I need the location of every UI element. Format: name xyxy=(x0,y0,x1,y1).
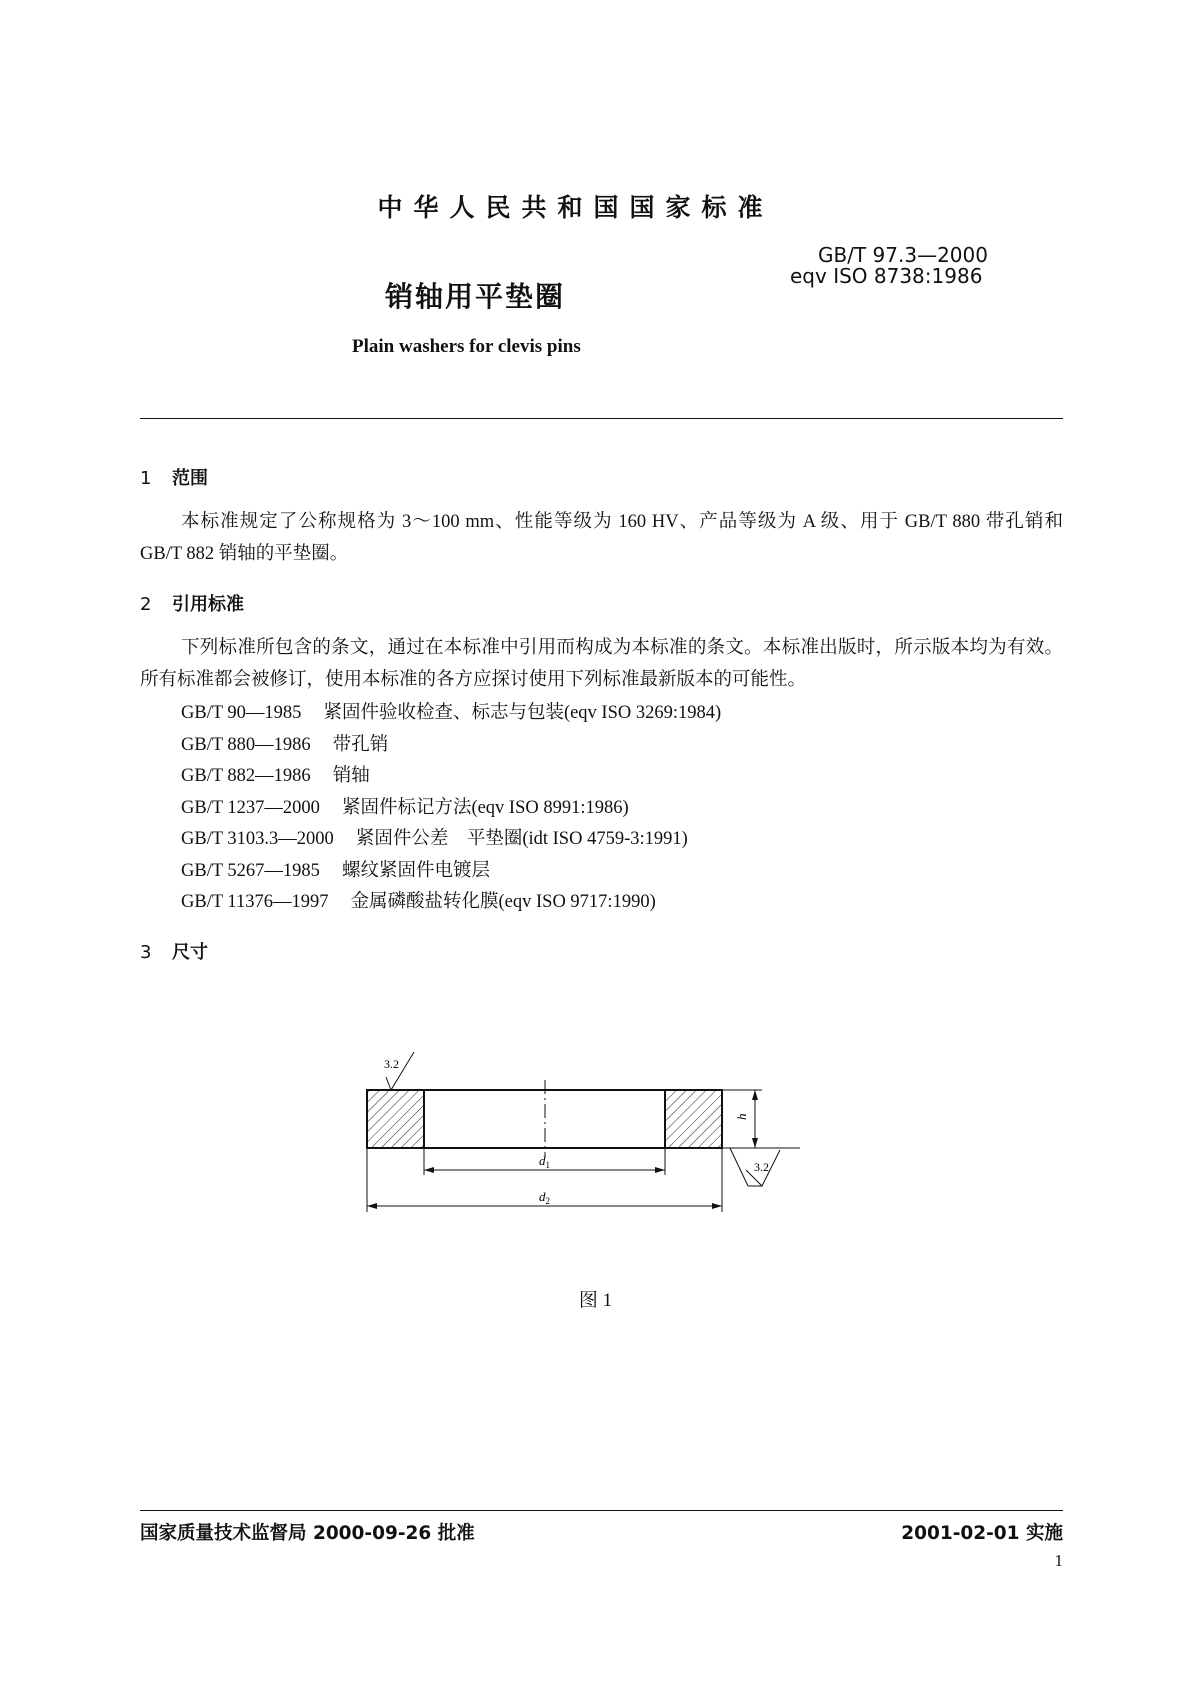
approval-line: 国家质量技术监督局 2000-09-26 批准 xyxy=(140,1523,475,1544)
header-divider xyxy=(140,418,1063,419)
figure-caption: 图 1 xyxy=(578,1290,613,1311)
reference-title: 带孔销 xyxy=(332,734,389,755)
equivalence-code xyxy=(790,265,982,287)
reference-item xyxy=(181,856,721,888)
washer-section-left xyxy=(367,1090,424,1148)
section-title: 范围 xyxy=(172,468,208,489)
standard-code xyxy=(818,244,988,266)
roughness-value-top: 3.2 xyxy=(384,1057,399,1071)
references-intro-paragraph xyxy=(140,632,1063,696)
reference-code: GB/T 880—1986 xyxy=(181,734,311,755)
reference-item xyxy=(181,793,721,825)
section-heading xyxy=(140,590,244,616)
section-number: 1 xyxy=(140,468,152,489)
reference-code: GB/T 1237—2000 xyxy=(181,797,320,818)
reference-title: 紧固件标记方法(eqv ISO 8991:1986) xyxy=(341,797,629,818)
washer-section-drawing xyxy=(350,1050,850,1260)
section-heading xyxy=(140,464,208,490)
section-number: 2 xyxy=(140,594,152,615)
reference-code: GB/T 11376—1997 xyxy=(181,892,329,912)
leader-line xyxy=(730,1148,748,1186)
reference-title: 金属磷酸盐转化膜(eqv ISO 9717:1990) xyxy=(350,892,656,912)
reference-item xyxy=(181,887,721,919)
section-title: 尺寸 xyxy=(172,942,208,963)
reference-item xyxy=(181,761,721,793)
roughness-value-right: 3.2 xyxy=(754,1160,769,1174)
reference-title: 紧固件公差 平垫圈(idt ISO 4759-3:1991) xyxy=(355,829,688,849)
reference-item xyxy=(181,824,721,856)
section-heading xyxy=(140,938,208,964)
reference-code: GB/T 882—1986 xyxy=(181,766,311,786)
section-number: 3 xyxy=(140,942,152,963)
scope-paragraph xyxy=(140,506,1063,570)
standard-code-text: GB/T 97.3—2000 xyxy=(818,243,988,267)
h-label: h xyxy=(734,1113,749,1120)
nation-standard-title: 中华人民共和国国家标准 xyxy=(377,193,774,222)
equivalence-code-text: eqv ISO 8738:1986 xyxy=(790,264,983,288)
page-number: 1 xyxy=(1054,1551,1063,1570)
reference-item xyxy=(181,730,721,762)
reference-title: 螺纹紧固件电镀层 xyxy=(341,860,490,881)
d1-label: $d_1$ xyxy=(539,1153,550,1170)
section-title: 引用标准 xyxy=(172,594,244,615)
washer-section-right xyxy=(665,1090,722,1148)
reference-title: 销轴 xyxy=(332,766,370,786)
footer-divider xyxy=(140,1510,1063,1511)
arrowhead xyxy=(712,1203,722,1209)
scope-text: 本标准规定了公称规格为 3～100 mm、性能等级为 160 HV、产品等级为 A 级、用于 GB/T 880 带孔销和 GB/T 882 销轴的平垫圈。 xyxy=(140,512,1063,564)
reference-list xyxy=(181,698,721,919)
arrowhead xyxy=(424,1167,434,1173)
reference-code: GB/T 5267—1985 xyxy=(181,860,320,881)
reference-code: GB/T 3103.3—2000 xyxy=(181,829,334,849)
document-title-en: Plain washers for clevis pins xyxy=(352,336,581,357)
arrowhead xyxy=(655,1167,665,1173)
implementation-date: 2001-02-01 实施 xyxy=(901,1523,1063,1544)
document-title-cn: 销轴用平垫圈 xyxy=(385,280,566,313)
arrowhead xyxy=(752,1138,758,1148)
reference-item xyxy=(181,698,721,730)
reference-code: GB/T 90—1985 xyxy=(181,703,302,723)
arrowhead xyxy=(367,1203,377,1209)
references-intro-text: 下列标准所包含的条文，通过在本标准中引用而构成为本标准的条文。本标准出版时，所示版本均为有效。所有标准都会被修订，使用本标准的各方应探讨使用下列标准最新版本的可能性。 xyxy=(140,638,1063,690)
reference-title: 紧固件验收检查、标志与包装(eqv ISO 3269:1984) xyxy=(323,703,722,723)
d2-label: $d_2$ xyxy=(539,1189,550,1206)
arrowhead xyxy=(752,1090,758,1100)
